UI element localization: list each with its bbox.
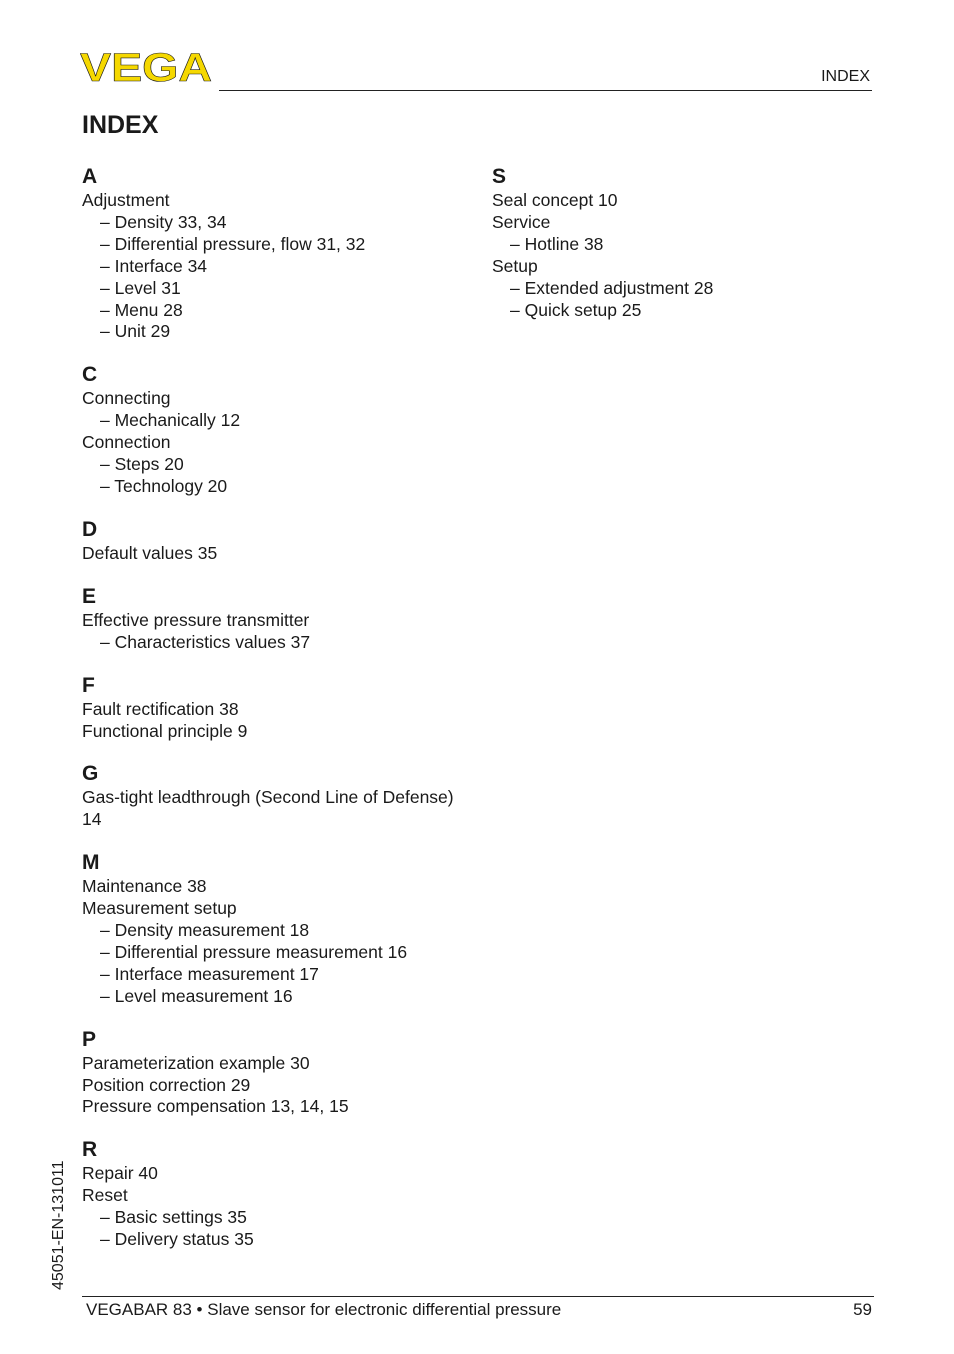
index-entry-list	[82, 1163, 482, 1251]
index-entry: Measurement setup	[82, 898, 237, 919]
index-subentry: – Interface measurement 17	[82, 964, 482, 986]
header-section-label: INDEX	[821, 68, 870, 85]
index-subentry: – Differential pressure, flow 31, 32	[82, 234, 482, 256]
index-subentry: – Mechanically 12	[82, 410, 482, 432]
index-entry: Gas-tight leadthrough (Second Line of Defense)	[82, 787, 454, 808]
index-entry-list	[82, 787, 482, 831]
footer-divider	[82, 1296, 874, 1297]
index-entry: Functional principle 9	[82, 720, 248, 741]
index-section-c	[82, 362, 482, 498]
index-subentry: – Characteristics values 37	[82, 632, 482, 654]
svg-text:VEGA: VEGA	[80, 50, 212, 84]
index-section-e	[82, 584, 482, 654]
index-entry: Connecting	[82, 388, 171, 409]
index-entry-list	[82, 610, 482, 654]
index-subentry: – Steps 20	[82, 454, 482, 476]
index-entry: Seal concept 10	[492, 190, 618, 210]
document-code: 45051-EN-131011	[50, 1160, 67, 1290]
index-entry-list	[82, 1053, 482, 1119]
index-entry: Reset	[82, 1185, 128, 1206]
index-subentry: – Level measurement 16	[82, 986, 482, 1008]
index-section-r	[82, 1137, 482, 1251]
index-section-p	[82, 1027, 482, 1119]
index-subentry: – Differential pressure measurement 16	[82, 942, 482, 964]
vega-logo	[80, 50, 212, 84]
section-letter: F	[82, 673, 95, 697]
index-entry: Parameterization example 30	[82, 1052, 310, 1073]
index-section-s	[492, 164, 892, 321]
index-entry: Setup	[492, 255, 538, 276]
index-entry: Default values 35	[82, 542, 218, 563]
index-entry: Fault rectification 38	[82, 698, 239, 719]
index-entry-list	[82, 543, 482, 565]
index-subentry: – Delivery status 35	[82, 1229, 482, 1251]
index-entry: Effective pressure transmitter	[82, 609, 310, 630]
section-letter: E	[82, 584, 97, 608]
index-entry-list	[492, 190, 892, 321]
index-entry: Repair 40	[82, 1163, 158, 1184]
page-title: INDEX	[82, 111, 159, 139]
index-subentry: – Level 31	[82, 278, 482, 300]
section-letter: P	[82, 1027, 97, 1051]
section-letter: D	[82, 517, 98, 541]
section-letter: S	[492, 165, 507, 188]
index-subentry: – Quick setup 25	[492, 300, 892, 322]
index-entry-list	[82, 876, 482, 1007]
index-entry-list	[82, 699, 482, 743]
section-letter: M	[82, 851, 100, 875]
index-subentry: – Technology 20	[82, 476, 482, 498]
index-subentry: – Menu 28	[82, 300, 482, 322]
page-number: 59	[853, 1300, 872, 1319]
index-section-m	[82, 850, 482, 1007]
header-divider	[219, 90, 872, 91]
section-letter: C	[82, 363, 98, 387]
index-subentry: – Interface 34	[82, 256, 482, 278]
index-entry: Pressure compensation 13, 14, 15	[82, 1096, 349, 1117]
index-entry: Connection	[82, 432, 171, 453]
index-subentry: – Basic settings 35	[82, 1207, 482, 1229]
index-section-d	[82, 517, 482, 565]
index-subentry: – Density 33, 34	[82, 212, 482, 234]
index-entry-list	[82, 190, 482, 343]
section-letter: A	[82, 165, 98, 188]
index-subentry: – Extended adjustment 28	[492, 278, 892, 300]
section-letter: G	[82, 762, 99, 786]
index-entry-list	[82, 388, 482, 498]
index-column-right	[492, 164, 892, 340]
index-section-f	[82, 673, 482, 743]
index-subentry: – Density measurement 18	[82, 920, 482, 942]
index-entry: Adjustment	[82, 190, 170, 210]
index-column-left	[82, 164, 482, 1270]
index-section-g	[82, 761, 482, 831]
index-entry: Maintenance 38	[82, 876, 207, 897]
footer-document-title: VEGABAR 83 • Slave sensor for electronic differential pressure	[86, 1300, 562, 1319]
index-section-a	[82, 164, 482, 343]
index-entry: 14	[82, 809, 102, 830]
index-subentry: – Hotline 38	[492, 234, 892, 256]
index-entry: Service	[492, 211, 551, 232]
index-subentry: – Unit 29	[82, 321, 482, 343]
index-entry: Position correction 29	[82, 1074, 251, 1095]
section-letter: R	[82, 1138, 98, 1162]
